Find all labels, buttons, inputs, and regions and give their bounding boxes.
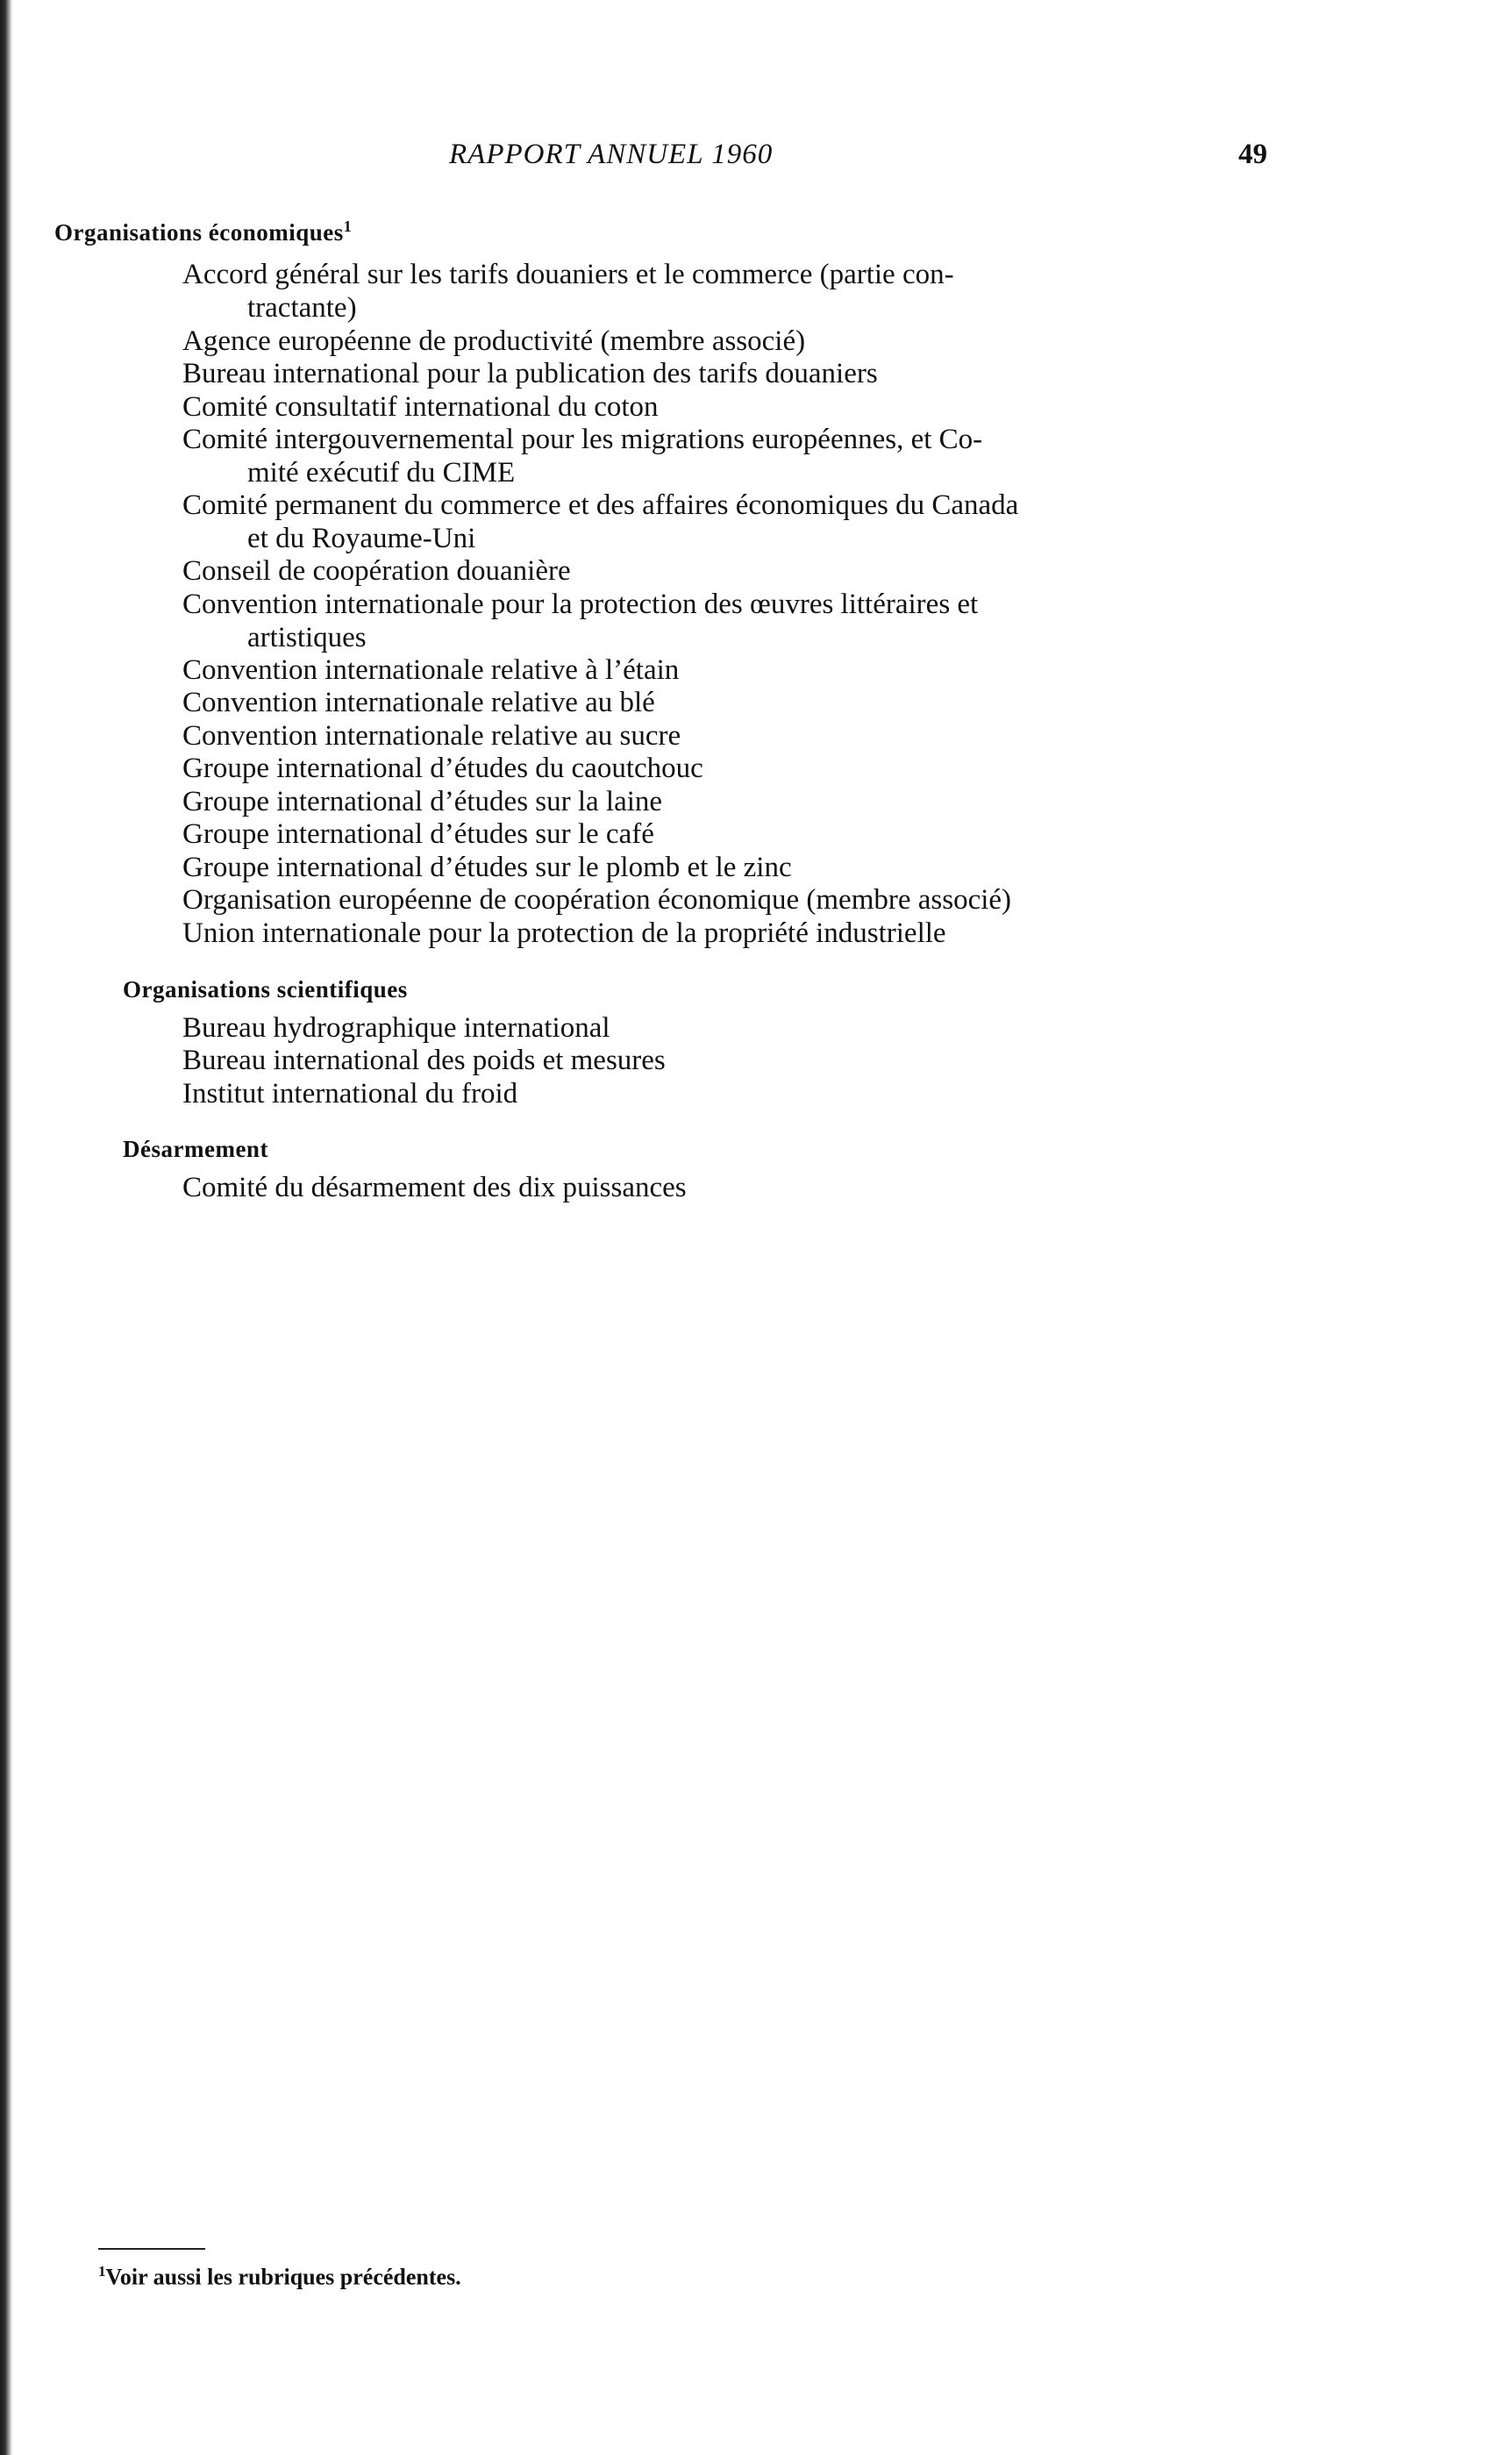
list-item-text: Comité permanent du commerce et des affaires économiques du Canada xyxy=(182,489,1019,521)
footnote-reference: 1 xyxy=(343,218,353,235)
list-item xyxy=(182,357,1279,390)
list-item-text: Organisation européenne de coopération économique (membre associé) xyxy=(182,884,1012,916)
list-item-text: Agence européenne de productivité (membre associé) xyxy=(182,325,806,357)
list-item-text: Convention internationale relative au sucre xyxy=(182,720,681,752)
list-item xyxy=(182,686,1279,719)
binding-edge xyxy=(0,0,12,2455)
list-item xyxy=(182,489,1279,555)
list-item xyxy=(182,258,1279,325)
list-item-continuation: tractante) xyxy=(247,292,357,324)
list-item xyxy=(182,917,1279,950)
section-heading-scientific-text: Organisations scientifiques xyxy=(123,976,408,1003)
section-heading-economic xyxy=(54,218,352,246)
list-item-text: Comité du désarmement des dix puissances xyxy=(182,1172,687,1203)
list-item-text: Convention internationale relative à l’étain xyxy=(182,654,680,686)
list-item xyxy=(182,588,1279,654)
running-head xyxy=(0,139,1512,182)
footnote-text: Voir aussi les rubriques précédentes. xyxy=(105,2264,461,2290)
list-item xyxy=(182,817,1279,851)
list-item-text: Groupe international d’études sur le café xyxy=(182,818,654,850)
list-item-text: Comité intergouvernemental pour les migrations européennes, et Co- xyxy=(182,424,983,455)
list-item-continuation: et du Royaume-Uni xyxy=(247,523,476,554)
list-item-text: Convention internationale relative au blé xyxy=(182,687,655,718)
list-item-text: Bureau hydrographique international xyxy=(182,1012,610,1044)
list-item xyxy=(182,423,1279,489)
list-item xyxy=(182,851,1279,884)
list-item xyxy=(182,1077,1279,1110)
list-item xyxy=(182,719,1279,753)
list-item xyxy=(182,1171,1279,1204)
list-item-continuation: artistiques xyxy=(247,622,367,653)
list-item-text: Institut international du froid xyxy=(182,1078,518,1110)
list-item-text: Union internationale pour la protection de la propriété industrielle xyxy=(182,917,946,949)
list-item xyxy=(182,785,1279,818)
list-item xyxy=(182,1044,1279,1077)
list-item xyxy=(182,325,1279,358)
running-title: RAPPORT ANNUEL 1960 xyxy=(449,139,774,170)
list-item xyxy=(182,1011,1279,1045)
list-item-text: Accord général sur les tarifs douaniers et le commerce (partie con- xyxy=(182,259,954,290)
list-item-text: Groupe international d’études sur la laine xyxy=(182,786,663,817)
list-item-text: Conseil de coopération douanière xyxy=(182,555,571,587)
footnote-rule xyxy=(98,2248,205,2250)
list-item-text: Bureau international pour la publication des tarifs douaniers xyxy=(182,358,878,389)
section-heading-economic-text: Organisations économiques xyxy=(54,219,344,246)
list-item-text: Groupe international d’études sur le plomb et le zinc xyxy=(182,852,792,883)
section-heading-scientific xyxy=(123,976,408,1003)
list-item xyxy=(182,752,1279,785)
list-item xyxy=(182,653,1279,687)
list-item-text: Groupe international d’études du caoutchouc xyxy=(182,753,703,784)
list-item xyxy=(182,390,1279,424)
section-heading-disarmament xyxy=(123,1136,268,1163)
footnote-mark: 1 xyxy=(98,2263,106,2280)
list-item-text: Convention internationale pour la protection des œuvres littéraires et xyxy=(182,589,979,620)
section-heading-disarmament-text: Désarmement xyxy=(123,1136,268,1162)
list-item-text: Comité consultatif international du coton xyxy=(182,391,659,423)
page-number: 49 xyxy=(1238,139,1267,170)
list-item-continuation: mité exécutif du CIME xyxy=(247,457,516,489)
list-item xyxy=(182,554,1279,588)
footnote xyxy=(98,2263,461,2291)
list-item-text: Bureau international des poids et mesures xyxy=(182,1045,666,1076)
list-item xyxy=(182,883,1279,917)
